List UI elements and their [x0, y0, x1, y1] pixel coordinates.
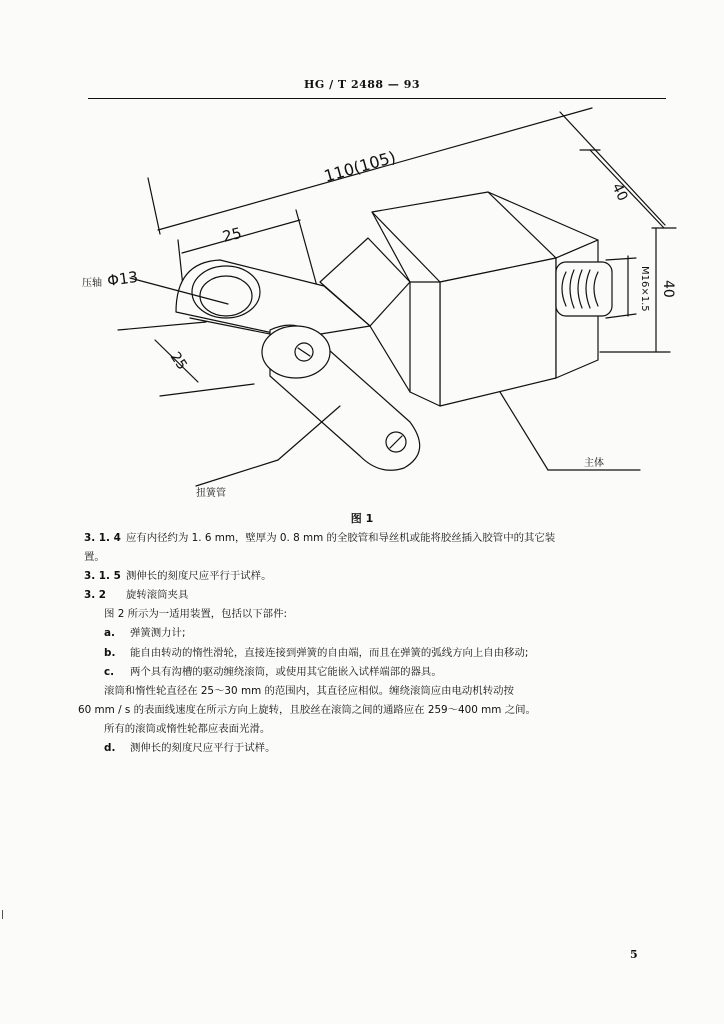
- diameter-paragraph-continuation: 60 mm / s 的表面线速度在所示方向上旋转，且胶丝在滚筒之间的通路应在 259～400 mm 之间。: [78, 703, 536, 716]
- spring-tube-label: 扭簧管: [196, 488, 226, 499]
- list-item-label: a.: [104, 627, 115, 640]
- dim-width-label: 40: [608, 180, 631, 204]
- spring-tube-arm: [262, 325, 420, 470]
- dim-overall-label: 110(105): [321, 147, 398, 186]
- figure-caption: 图 1: [350, 512, 374, 525]
- smooth-surface-paragraph: 所有的滚筒或惰性轮都应表面光滑。: [104, 722, 271, 735]
- threaded-spindle: [556, 262, 612, 316]
- dim-offset-label: 25: [166, 349, 190, 374]
- header-rule: [88, 98, 666, 99]
- scan-edge-mark: [2, 910, 3, 919]
- clause-number: 3. 1. 4: [84, 532, 121, 544]
- list-item-d: [84, 739, 662, 758]
- clause-3-1-4: [84, 529, 662, 548]
- clause-3-1-4-continuation: [84, 548, 662, 567]
- shaft-diameter-label: Φ13: [106, 267, 140, 290]
- list-item-text: 两个具有沟槽的驱动缠绕滚筒，或使用其它能嵌入试样端部的器具。: [130, 665, 442, 678]
- dim-thread-label: M16×1.5: [639, 266, 650, 312]
- list-item-text: 测伸长的刻度尺应平行于试样。: [130, 742, 276, 755]
- body-text: [78, 529, 662, 758]
- page-number: 5: [630, 948, 638, 961]
- clause-text: 置。: [84, 551, 105, 564]
- shaft-label: 压轴: [82, 278, 102, 289]
- list-item-text: 弹簧测力计;: [130, 627, 186, 640]
- list-item-a: [84, 624, 662, 643]
- list-item-b: [84, 644, 662, 663]
- figure-1-drawing: [60, 104, 700, 504]
- list-item-label: c.: [104, 665, 115, 678]
- clause-text: 应有内径约为 1. 6 mm，壁厚为 0. 8 mm 的全胶管和导丝机或能将胶丝插入胶管中的其它装: [126, 532, 556, 544]
- standard-header: HG / T 2488 — 93: [303, 78, 421, 91]
- list-item-c: [84, 663, 662, 682]
- dim-spacing-label: 25: [220, 223, 244, 246]
- list-item-label: d.: [104, 742, 116, 755]
- clause-3-1-5: [84, 567, 662, 586]
- list-item-label: b.: [104, 646, 116, 659]
- clause-number: 3. 1. 5: [84, 570, 121, 583]
- clause-text: 测伸长的刻度尺应平行于试样。: [126, 570, 272, 583]
- clause-3-2: [84, 586, 662, 605]
- diameter-paragraph: 滚筒和惰性轮直径在 25～30 mm 的范围内，其直径应相似。缠绕滚筒应由电动机转动按: [104, 684, 514, 697]
- main-body-label: 主体: [584, 458, 604, 469]
- dim-height-label: 40: [660, 280, 676, 298]
- list-item-text: 能自由转动的惰性滑轮，直接连接到弹簧的自由端，而且在弹簧的弧线方向上自由移动;: [130, 646, 529, 659]
- clause-text: 旋转滚筒夹具: [126, 589, 189, 602]
- intro-paragraph: 图 2 所示为一适用装置，包括以下部件:: [104, 608, 287, 621]
- clause-number: 3. 2: [84, 589, 107, 602]
